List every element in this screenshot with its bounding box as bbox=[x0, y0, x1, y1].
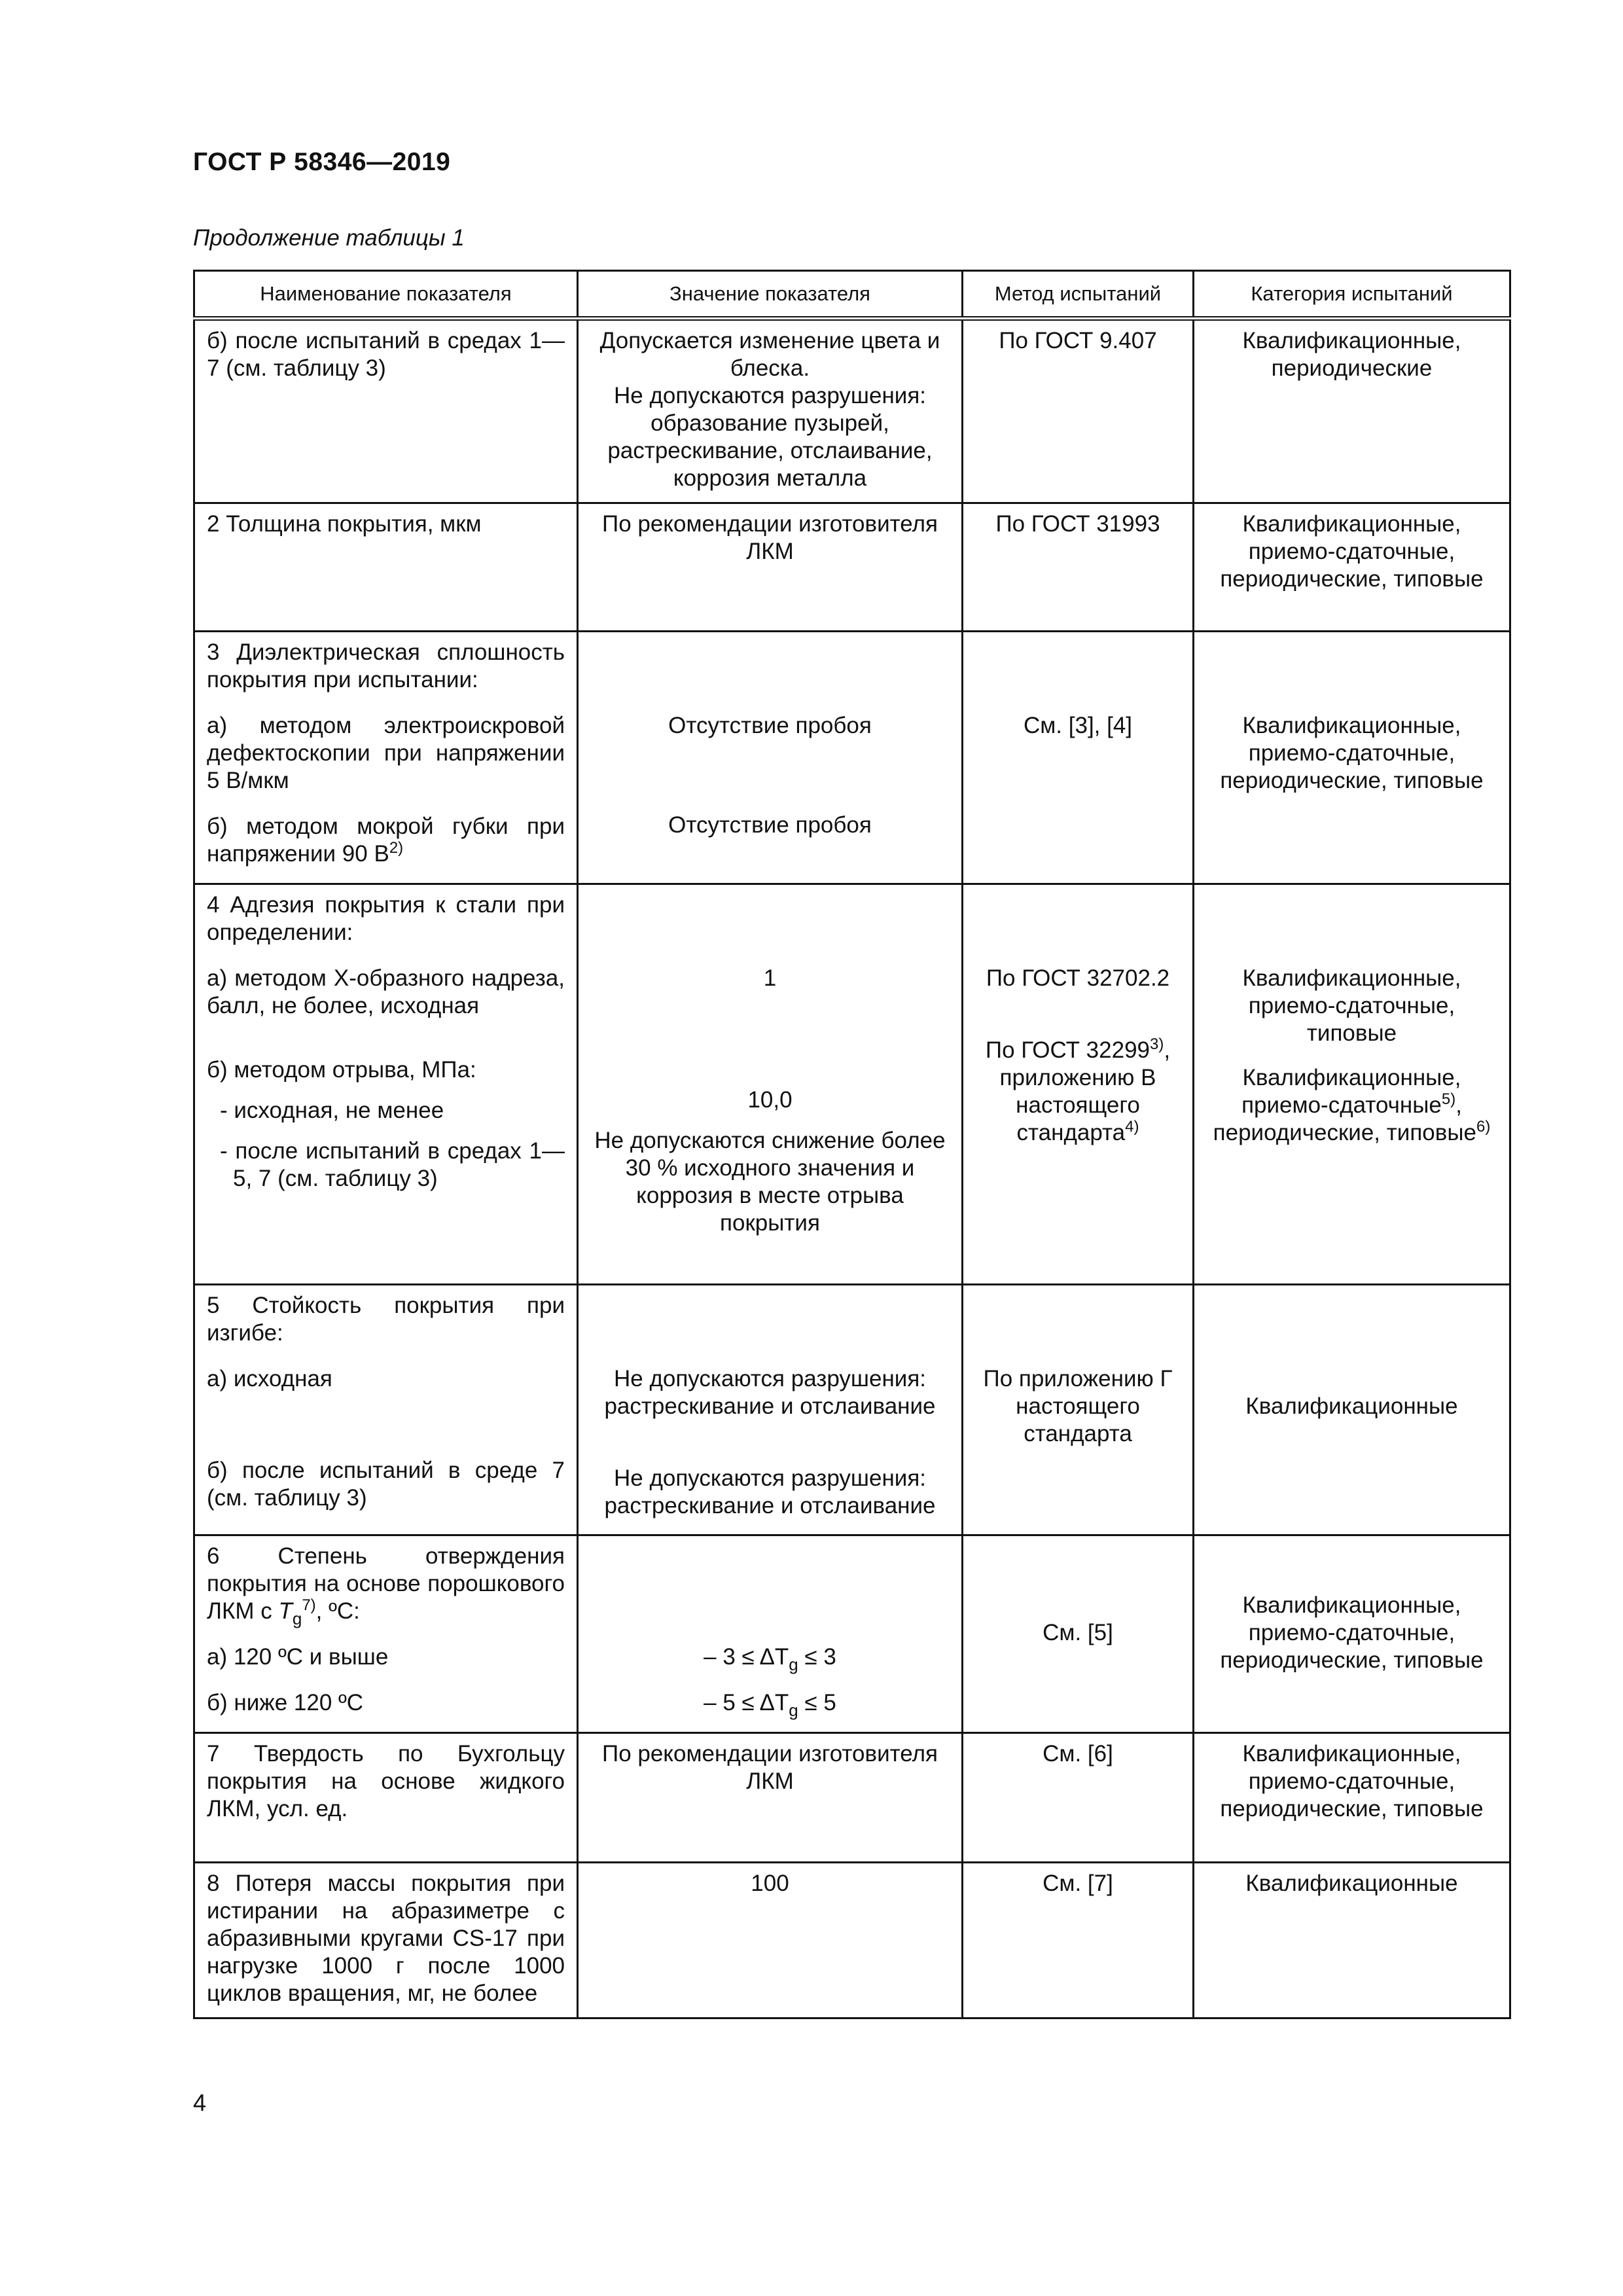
indicator-name: 8 Потеря массы покрытия при истирании на абразиметре с абразивными кругами CS-17 при нагрузке 1000 г после 1000 циклов вращения, мг, не более bbox=[194, 1863, 578, 2018]
test-category: Квалификационные, приемо-сдаточные, типовые Квалификационные, приемо-сдаточные$^{5)}$, периодические, типовые$^{6)}$ bbox=[1194, 884, 1510, 1285]
table-row bbox=[194, 503, 1510, 632]
table-row bbox=[194, 319, 1510, 503]
test-category: Квалификационные, периодические bbox=[1194, 319, 1510, 503]
indicator-name: б) после испытаний в средах 1—7 (см. таблицу 3) bbox=[194, 319, 578, 503]
table-row bbox=[194, 884, 1510, 1285]
indicator-value: Не допускаются разрушения: растрескивание и отслаивание Не допускаются разрушения: растрескивание и отслаивание bbox=[578, 1285, 963, 1535]
test-category: Квалификационные, приемо-сдаточные, периодические, типовые bbox=[1194, 1535, 1510, 1733]
indicator-value: Отсутствие пробоя Отсутствие пробоя bbox=[578, 632, 963, 884]
document-standard-title: ГОСТ Р 58346—2019 bbox=[193, 148, 451, 176]
table-header-row bbox=[194, 271, 1510, 319]
test-method: По ГОСТ 9.407 bbox=[963, 319, 1194, 503]
test-category: Квалификационные, приемо-сдаточные, периодические, типовые bbox=[1194, 503, 1510, 632]
column-header-indicator: Наименование показателя bbox=[194, 271, 578, 319]
indicator-name: 2 Толщина покрытия, мкм bbox=[194, 503, 578, 632]
column-header-category: Категория испытаний bbox=[1194, 271, 1510, 319]
indicator-value: По рекомендации изготовителя ЛКМ bbox=[578, 503, 963, 632]
page-number: 4 bbox=[193, 2089, 207, 2116]
table-row bbox=[194, 632, 1510, 884]
indicator-value: 100 bbox=[578, 1863, 963, 2018]
indicator-name: 6 Степень отверждения покрытия на основе порошкового ЛКМ с $T_g^{7)}$, ºС: а) 120 ºС и выше б) ниже 120 ºС bbox=[194, 1535, 578, 1733]
table-row bbox=[194, 1733, 1510, 1863]
indicator-name: 4 Адгезия покрытия к стали при определении: а) методом Х-образного надреза, балл, не более, исходная б) методом отрыва, МПа: - исходная, не менее - после испытаний в средах 1—5, 7 (см. таблицу 3) bbox=[194, 884, 578, 1285]
column-header-method: Метод испытаний bbox=[963, 271, 1194, 319]
test-method: См. [5] bbox=[963, 1535, 1194, 1733]
test-method: См. [7] bbox=[963, 1863, 1194, 2018]
test-method: См. [6] bbox=[963, 1733, 1194, 1863]
indicators-table bbox=[193, 270, 1511, 2019]
test-category: Квалификационные bbox=[1194, 1285, 1510, 1535]
test-category: Квалификационные, приемо-сдаточные, периодические, типовые bbox=[1194, 632, 1510, 884]
indicator-value: Допускается изменение цвета и блеска. Не допускаются разрушения: образование пузырей, растрескивание, отслаивание, коррозия металла bbox=[578, 319, 963, 503]
indicator-name: 7 Твердость по Бухгольцу покрытия на основе жидкого ЛКМ, усл. ед. bbox=[194, 1733, 578, 1863]
column-header-value: Значение показателя bbox=[578, 271, 963, 319]
table-continuation-caption: Продолжение таблицы 1 bbox=[193, 225, 465, 251]
indicator-value: 1 10,0 Не допускаются снижение более 30 % исходного значения и коррозия в месте отрыва покрытия bbox=[578, 884, 963, 1285]
indicator-name: 3 Диэлектрическая сплошность покрытия при испытании: а) методом электроискровой дефектоскопии при напряжении 5 В/мкм б) методом мокрой губки при напряжении 90 $В^{2)}$ bbox=[194, 632, 578, 884]
test-category: Квалификационные, приемо-сдаточные, периодические, типовые bbox=[1194, 1733, 1510, 1863]
indicator-value: – $3 \le \Delta T_g \le 3$ – $5 \le \Delta T_g \le 5$ bbox=[578, 1535, 963, 1733]
test-category: Квалификационные bbox=[1194, 1863, 1510, 2018]
test-method: По ГОСТ 31993 bbox=[963, 503, 1194, 632]
test-method: По приложению Г настоящего стандарта bbox=[963, 1285, 1194, 1535]
table-row bbox=[194, 1863, 1510, 2018]
indicator-name: 5 Стойкость покрытия при изгибе: а) исходная б) после испытаний в среде 7 (см. таблицу 3) bbox=[194, 1285, 578, 1535]
table-row bbox=[194, 1535, 1510, 1733]
test-method: По ГОСТ 32702.2 По ГОСТ 32299$^{3)}$, приложению В настоящего стандарта$^{4)}$ bbox=[963, 884, 1194, 1285]
indicator-value: По рекомендации изготовителя ЛКМ bbox=[578, 1733, 963, 1863]
test-method: См. [3], [4] bbox=[963, 632, 1194, 884]
table-row bbox=[194, 1285, 1510, 1535]
